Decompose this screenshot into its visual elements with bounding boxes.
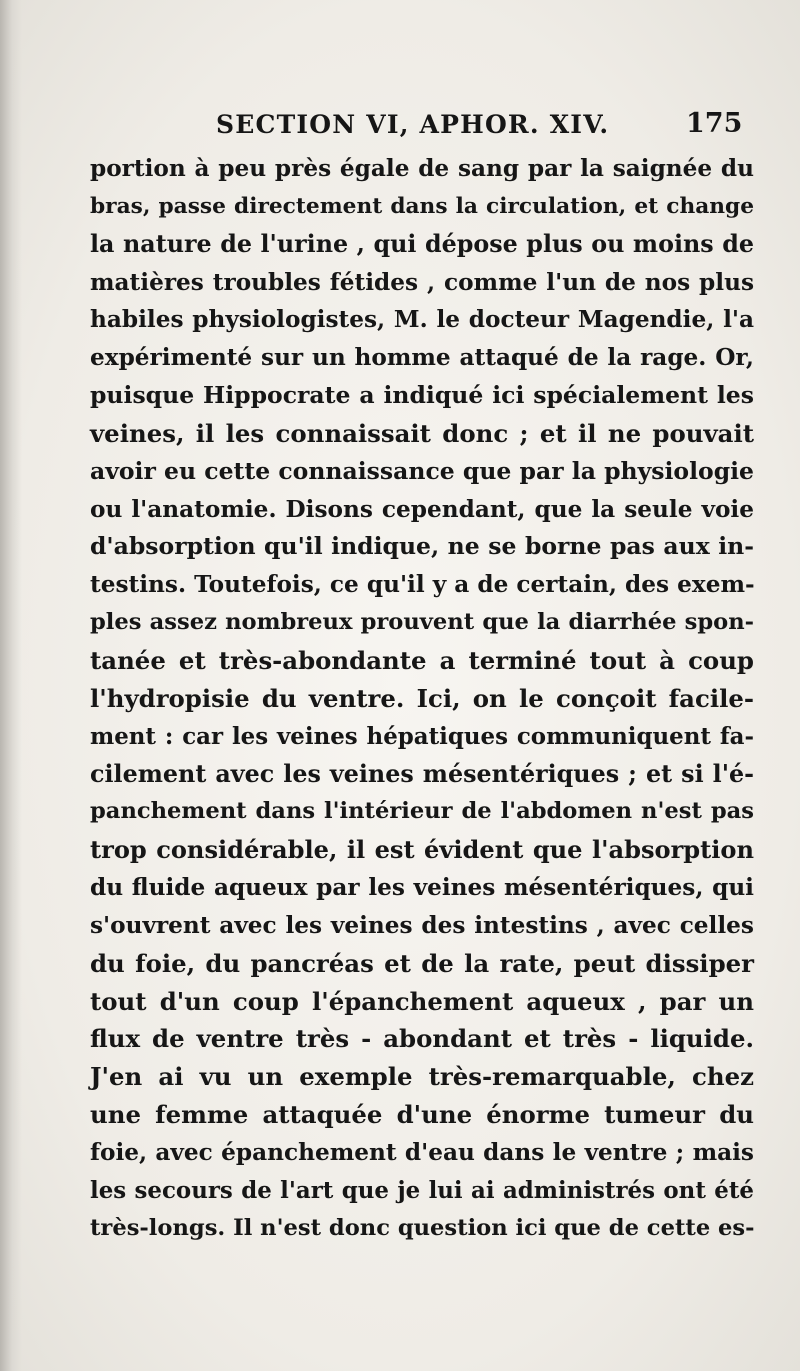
running-head: SECTION VI, APHOR. XIV. [216,110,610,139]
text-line: foie, avec épanchement d'eau dans le ventre ; mais [90,1138,754,1166]
text-line: veines, il les connaissait donc ; et il ne pouvait [90,418,754,448]
text-line: avoir eu cette connaissance que par la physiologie [90,456,755,485]
text-line: une femme attaquée d'une énorme tumeur du [90,1100,754,1130]
text-line: l'hydropisie du ventre. Ici, on le conçoit facile- [90,683,754,713]
text-line: les secours de l'art que je lui ai administrés ont été [90,1176,754,1204]
page-number: 175 [686,108,743,139]
text-line: ou l'anatomie. Disons cependant, que la seule voie [90,495,754,523]
text-line: d'absorption qu'il indique, ne se borne pas aux in- [90,532,754,561]
text-line: portion à peu près égale de sang par la saignée du [90,155,754,182]
text-line: panchement dans l'intérieur de l'abdomen n'est pas [90,798,754,825]
text-line: du foie, du pancréas et de la rate, peut dissiper [90,948,754,978]
text-line: du fluide aqueux par les veines mésentériques, qui [90,874,754,902]
body-text [90,150,754,1247]
text-line: testins. Toutefois, ce qu'il y a de certain, des exem- [90,571,755,599]
text-line: ples assez nombreux prouvent que la diarrhée spon- [90,609,754,636]
text-line: cilement avec les veines mésentériques ; et si l'é- [90,759,754,788]
text-line: bras, passe directement dans la circulation, et change [90,193,754,219]
text-line: tout d'un coup l'épanchement aqueux , par un [90,986,754,1016]
page-gutter-shadow [0,0,22,1371]
text-line: s'ouvrent avec les veines des intestins , avec celles [90,911,754,939]
page-header [0,110,800,146]
text-line: flux de ventre très - abondant et très - liquide. [90,1024,754,1054]
text-line: la nature de l'urine , qui dépose plus ou moins de [90,229,754,258]
text-line: tanée et très-abondante a terminé tout à coup [90,645,754,675]
text-line: J'en ai vu un exemple très-remarquable, chez [90,1062,754,1092]
text-line: très-longs. Il n'est donc question ici que de cette es- [90,1214,755,1241]
text-line: puisque Hippocrate a indiqué ici spécialement les [90,381,754,410]
text-line: ment : car les veines hépatiques communiquent fa- [90,722,754,750]
text-line: trop considérable, il est évident que l'absorption [90,835,754,865]
text-line: habiles physiologistes, M. le docteur Magendie, l'a [90,306,754,334]
text-line: matières troubles fétides , comme l'un de nos plus [90,268,754,296]
text-line: expérimenté sur un homme attaqué de la rage. Or, [90,344,754,372]
